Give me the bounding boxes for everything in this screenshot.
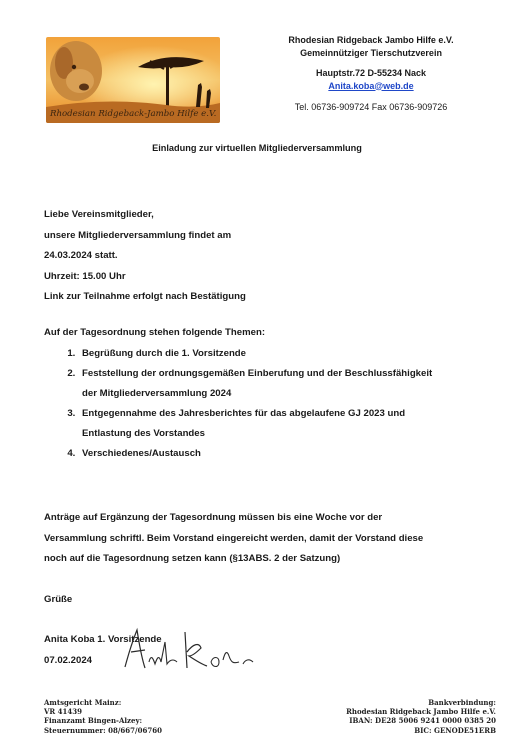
signer-name: Anita Koba 1. Vorsitzende [44, 634, 162, 645]
logo-text: Rhodesian Ridgeback-Jambo Hilfe e.V. [50, 109, 217, 119]
intro-block [44, 205, 494, 308]
notice-line: noch auf die Tagesordnung setzen kann (§13ABS. 2 der Satzung) [44, 553, 341, 564]
agenda-list [44, 344, 494, 464]
logo-image [46, 37, 220, 123]
meeting-date: 24.03.2024 statt. [44, 250, 118, 261]
intro-line: unsere Mitgliederversammlung findet am [44, 229, 232, 241]
letterhead [246, 34, 496, 114]
agenda-item: 2. Feststellung der ordnungsgemäßen Einberufung und der Beschlussfähigkeit der Mitgliederversammlung 2024 [78, 364, 494, 404]
org-type: Gemeinnütziger Tierschutzverein [300, 47, 442, 58]
footer-line: VR 41439 [44, 707, 83, 717]
footer-registry [44, 698, 162, 735]
handwritten-signature [115, 612, 275, 682]
footer-line: Steuernummer: 08/667/06760 [44, 725, 162, 735]
footer-line: BIC: GENODE51ERB [414, 725, 496, 735]
email-link[interactable]: Anita.koba@web.de [328, 80, 414, 91]
agenda-item: 4. Verschiedenes/Austausch [78, 444, 494, 464]
phone-fax: Tel. 06736-909724 Fax 06736-909726 [294, 102, 448, 112]
greeting: Grüße [44, 594, 73, 605]
notice-line: Versammlung schriftl. Beim Vorstand eingereicht werden, damit der Vorstand diese [44, 532, 424, 544]
signature-date: 07.02.2024 [44, 654, 93, 666]
agenda-heading: Auf der Tagesordnung stehen folgende Themen: [44, 327, 266, 338]
notice-line: Anträge auf Ergänzung der Tagesordnung müssen bis eine Woche vor der [44, 512, 383, 523]
org-address: Hauptstr.72 D-55234 Nack [315, 68, 427, 78]
notice-block [44, 508, 494, 570]
footer-bank [346, 698, 496, 735]
org-name: Rhodesian Ridgeback Jambo Hilfe e.V. [288, 35, 454, 45]
agenda-item: 1. Begrüßung durch die 1. Vorsitzende [78, 344, 494, 364]
footer-line: Finanzamt Bingen-Alzey: [44, 716, 143, 726]
document-title: Einladung zur virtuellen Mitgliederversammlung [152, 143, 362, 153]
footer-line: Amtsgericht Mainz: [44, 698, 122, 707]
salutation: Liebe Vereinsmitglieder, [44, 209, 154, 220]
agenda-item: 3. Entgegennahme des Jahresberichtes für das abgelaufene GJ 2023 und Entlastung des Vorstandes [78, 404, 494, 444]
link-note: Link zur Teilnahme erfolgt nach Bestätigung [44, 291, 246, 302]
agenda-block [44, 323, 494, 464]
meeting-time: Uhrzeit: 15.00 Uhr [44, 270, 126, 282]
footer-line: Bankverbindung: [428, 698, 496, 707]
footer-line: IBAN: DE28 5006 9241 0000 0385 20 [349, 716, 496, 726]
footer-line: Rhodesian Ridgeback Jambo Hilfe e.V. [346, 707, 496, 717]
